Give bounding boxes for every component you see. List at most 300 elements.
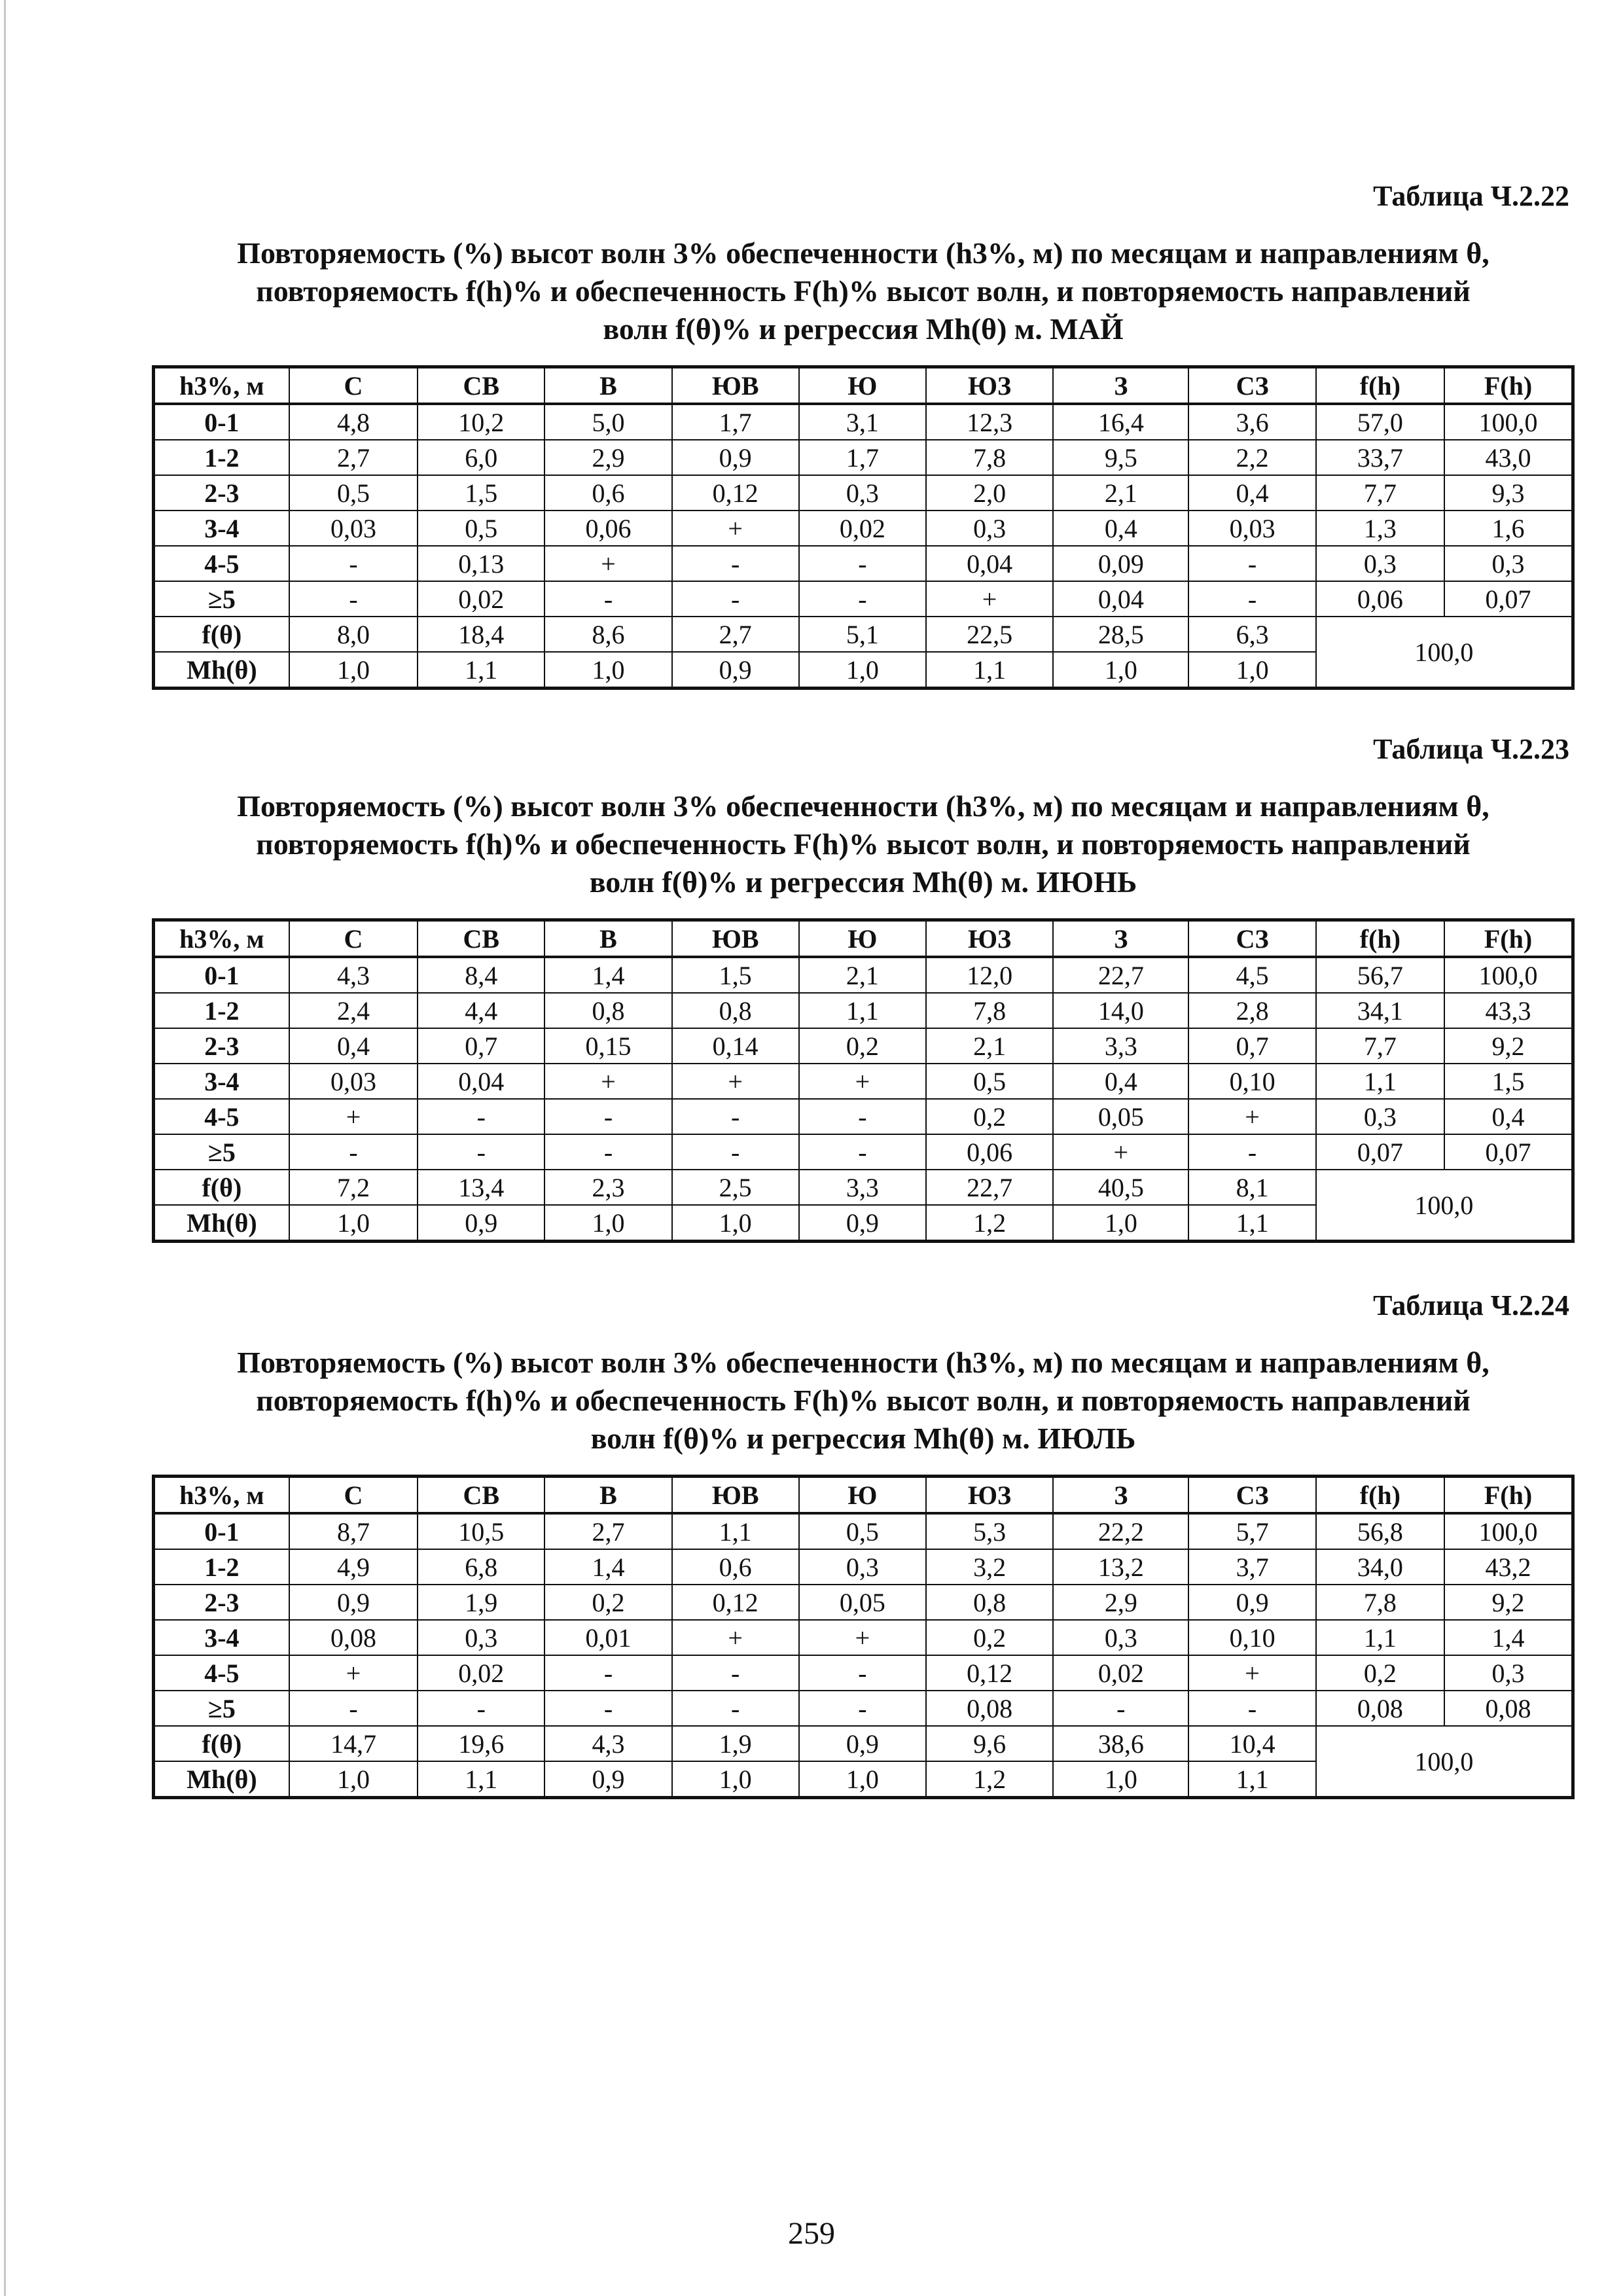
table-cell: +	[799, 1620, 926, 1655]
row-label: 1-2	[154, 440, 289, 475]
table-cell: 1,1	[1188, 1205, 1315, 1242]
table-row	[154, 1170, 1573, 1205]
table-cell: 8,4	[418, 957, 544, 993]
table-cell: +	[544, 546, 671, 581]
table-cell: 0,07	[1316, 1134, 1444, 1170]
column-header: В	[544, 920, 671, 958]
table-cell: 0,9	[289, 1585, 418, 1620]
table-cell: +	[289, 1655, 418, 1691]
table-cell: +	[544, 1064, 671, 1099]
table-cell: 0,2	[544, 1585, 671, 1620]
table-cell: 8,1	[1188, 1170, 1315, 1205]
table-cell: 9,2	[1444, 1028, 1573, 1064]
table-cell: -	[672, 1691, 799, 1726]
table-cell: 2,3	[544, 1170, 671, 1205]
table-cell: -	[799, 581, 926, 617]
row-label: f(θ)	[154, 1170, 289, 1205]
table-cell: -	[1188, 581, 1315, 617]
table-cell: 1,0	[1053, 1761, 1188, 1798]
table-row	[154, 440, 1573, 475]
table-cell: 1,1	[418, 1761, 544, 1798]
table-cell: 0,9	[544, 1761, 671, 1798]
table-cell: -	[672, 1134, 799, 1170]
row-label: 4-5	[154, 1655, 289, 1691]
column-header: С	[289, 920, 418, 958]
table-cell: +	[1188, 1099, 1315, 1134]
table-cell: 0,4	[1053, 511, 1188, 546]
table-cell: 2,9	[1053, 1585, 1188, 1620]
row-label: 4-5	[154, 1099, 289, 1134]
table-cell: 1,5	[418, 475, 544, 511]
table-cell: 40,5	[1053, 1170, 1188, 1205]
table-cell: 43,3	[1444, 993, 1573, 1028]
table-cell: 1,1	[1316, 1064, 1444, 1099]
table-cell: 1,0	[289, 1205, 418, 1242]
table-cell: 34,0	[1316, 1549, 1444, 1585]
table-cell: 1,0	[672, 1761, 799, 1798]
table-cell: -	[544, 1099, 671, 1134]
table-cell: 0,9	[799, 1205, 926, 1242]
table-cell: 1,0	[544, 652, 671, 689]
column-header: F(h)	[1444, 367, 1573, 404]
row-label: Mh(θ)	[154, 1761, 289, 1798]
table-cell: 2,2	[1188, 440, 1315, 475]
table-cell: 0,02	[418, 1655, 544, 1691]
table-cell: 13,4	[418, 1170, 544, 1205]
row-label: 3-4	[154, 511, 289, 546]
caption-line: повторяемость f(h)% и обеспеченность F(h)% высот волн, и повторяемость направлений	[256, 827, 1471, 861]
column-header: Ю	[799, 367, 926, 404]
table-cell: 1,0	[1053, 1205, 1188, 1242]
table-cell: 1,7	[799, 440, 926, 475]
wave-frequency-table	[152, 1475, 1575, 1799]
table-cell: 0,9	[418, 1205, 544, 1242]
table-cell: -	[672, 1655, 799, 1691]
table-cell: 0,05	[799, 1585, 926, 1620]
table-row	[154, 1655, 1573, 1691]
table-row	[154, 404, 1573, 440]
table-cell: -	[799, 1099, 926, 1134]
table-cell: 0,05	[1053, 1099, 1188, 1134]
table-cell: 10,5	[418, 1513, 544, 1549]
table-cell: 1,6	[1444, 511, 1573, 546]
table-cell: 1,0	[672, 1205, 799, 1242]
table-cell: 0,6	[544, 475, 671, 511]
page-edge-shadow	[4, 0, 6, 2296]
table-cell: 0,6	[672, 1549, 799, 1585]
page-number: 259	[788, 2216, 835, 2251]
table-cell: 4,8	[289, 404, 418, 440]
table-cell: 5,3	[926, 1513, 1053, 1549]
caption-line: Повторяемость (%) высот волн 3% обеспеченности (h3%, м) по месяцам и направлениям θ,	[237, 236, 1489, 270]
table-cell: 0,2	[799, 1028, 926, 1064]
column-header: f(h)	[1316, 367, 1444, 404]
table-block	[152, 177, 1575, 690]
table-row	[154, 546, 1573, 581]
column-header: СВ	[418, 920, 544, 958]
table-cell: 57,0	[1316, 404, 1444, 440]
table-cell: 56,7	[1316, 957, 1444, 993]
table-cell: 0,08	[1316, 1691, 1444, 1726]
table-cell: 1,0	[289, 652, 418, 689]
table-cell: 0,5	[289, 475, 418, 511]
table-cell: 0,06	[1316, 581, 1444, 617]
table-cell: 7,2	[289, 1170, 418, 1205]
table-row	[154, 993, 1573, 1028]
table-cell: 1,2	[926, 1761, 1053, 1798]
column-header: СВ	[418, 1477, 544, 1514]
table-cell: 0,2	[1316, 1655, 1444, 1691]
table-cell: 2,7	[672, 617, 799, 652]
row-label: f(θ)	[154, 617, 289, 652]
table-cell: -	[799, 1655, 926, 1691]
table-cell: 0,3	[926, 511, 1053, 546]
table-cell: 10,2	[418, 404, 544, 440]
table-cell: 0,08	[289, 1620, 418, 1655]
table-cell: 28,5	[1053, 617, 1188, 652]
total-cell: 100,0	[1316, 1726, 1573, 1798]
table-cell: 13,2	[1053, 1549, 1188, 1585]
row-label: ≥5	[154, 1691, 289, 1726]
column-header: h3%, м	[154, 1477, 289, 1514]
table-cell: 0,06	[544, 511, 671, 546]
table-cell: 3,7	[1188, 1549, 1315, 1585]
table-cell: 1,9	[672, 1726, 799, 1761]
table-cell: 0,3	[1444, 546, 1573, 581]
column-header: СЗ	[1188, 1477, 1315, 1514]
table-cell: 0,5	[926, 1064, 1053, 1099]
table-cell: -	[418, 1134, 544, 1170]
table-cell: 3,6	[1188, 404, 1315, 440]
table-cell: 0,9	[1188, 1585, 1315, 1620]
table-cell: 2,0	[926, 475, 1053, 511]
table-cell: 0,4	[289, 1028, 418, 1064]
table-cell: 0,4	[1053, 1064, 1188, 1099]
total-cell: 100,0	[1316, 1170, 1573, 1242]
table-cell: 1,3	[1316, 511, 1444, 546]
table-cell: 2,1	[799, 957, 926, 993]
table-cell: 12,0	[926, 957, 1053, 993]
caption-line: повторяемость f(h)% и обеспеченность F(h)% высот волн, и повторяемость направлений	[256, 1384, 1471, 1417]
column-header: ЮЗ	[926, 920, 1053, 958]
table-cell: 14,0	[1053, 993, 1188, 1028]
table-cell: 0,3	[1053, 1620, 1188, 1655]
row-label: Mh(θ)	[154, 1205, 289, 1242]
table-cell: 22,5	[926, 617, 1053, 652]
table-cell: 0,04	[926, 546, 1053, 581]
table-cell: 1,1	[799, 993, 926, 1028]
column-header: З	[1053, 920, 1188, 958]
table-cell: 2,4	[289, 993, 418, 1028]
table-cell: 4,3	[289, 957, 418, 993]
table-cell: 0,4	[1444, 1099, 1573, 1134]
table-cell: 0,04	[418, 1064, 544, 1099]
table-row	[154, 511, 1573, 546]
column-header: ЮВ	[672, 1477, 799, 1514]
table-cell: 9,6	[926, 1726, 1053, 1761]
table-header-row	[154, 1477, 1573, 1514]
table-cell: -	[544, 1655, 671, 1691]
row-label: 3-4	[154, 1620, 289, 1655]
table-row	[154, 1099, 1573, 1134]
table-row	[154, 1549, 1573, 1585]
table-cell: +	[1188, 1655, 1315, 1691]
table-cell: 0,9	[672, 652, 799, 689]
table-cell: 1,0	[1053, 652, 1188, 689]
column-header: F(h)	[1444, 920, 1573, 958]
table-cell: 8,7	[289, 1513, 418, 1549]
table-cell: -	[544, 1134, 671, 1170]
table-cell: 2,1	[926, 1028, 1053, 1064]
table-cell: 1,5	[672, 957, 799, 993]
table-cell: +	[672, 1620, 799, 1655]
table-cell: +	[799, 1064, 926, 1099]
table-cell: 0,04	[1053, 581, 1188, 617]
row-label: f(θ)	[154, 1726, 289, 1761]
table-cell: 8,6	[544, 617, 671, 652]
caption-line: волн f(θ)% и регрессия Mh(θ) м. МАЙ	[603, 312, 1124, 346]
row-label: 4-5	[154, 546, 289, 581]
table-cell: 18,4	[418, 617, 544, 652]
table-cell: 0,12	[672, 1585, 799, 1620]
table-cell: 1,0	[799, 1761, 926, 1798]
table-cell: -	[799, 1134, 926, 1170]
table-caption	[152, 234, 1575, 348]
table-cell: 100,0	[1444, 404, 1573, 440]
table-cell: 0,9	[672, 440, 799, 475]
table-cell: 0,12	[672, 475, 799, 511]
column-header: F(h)	[1444, 1477, 1573, 1514]
table-cell: -	[1188, 1134, 1315, 1170]
wave-frequency-table	[152, 365, 1575, 690]
table-cell: 0,08	[1444, 1691, 1573, 1726]
row-label: 0-1	[154, 957, 289, 993]
table-cell: -	[289, 1691, 418, 1726]
table-cell: 0,15	[544, 1028, 671, 1064]
table-cell: 9,3	[1444, 475, 1573, 511]
caption-line: Повторяемость (%) высот волн 3% обеспеченности (h3%, м) по месяцам и направлениям θ,	[237, 789, 1489, 823]
table-cell: 0,10	[1188, 1064, 1315, 1099]
wave-frequency-table	[152, 918, 1575, 1243]
table-cell: 1,0	[289, 1761, 418, 1798]
table-cell: 2,1	[1053, 475, 1188, 511]
table-header-row	[154, 367, 1573, 404]
column-header: Ю	[799, 1477, 926, 1514]
table-cell: 0,9	[799, 1726, 926, 1761]
table-row	[154, 1691, 1573, 1726]
table-cell: 0,8	[926, 1585, 1053, 1620]
column-header: СЗ	[1188, 367, 1315, 404]
column-header: СЗ	[1188, 920, 1315, 958]
table-cell: 0,3	[799, 475, 926, 511]
table-caption	[152, 787, 1575, 901]
table-cell: 0,14	[672, 1028, 799, 1064]
table-cell: 0,5	[799, 1513, 926, 1549]
table-cell: 6,3	[1188, 617, 1315, 652]
table-cell: 5,0	[544, 404, 671, 440]
row-label: 2-3	[154, 475, 289, 511]
table-cell: -	[418, 1099, 544, 1134]
table-cell: 1,7	[672, 404, 799, 440]
table-cell: 1,1	[1316, 1620, 1444, 1655]
table-cell: 1,0	[1188, 652, 1315, 689]
caption-line: волн f(θ)% и регрессия Mh(θ) м. ИЮНЬ	[589, 865, 1137, 899]
table-cell: 22,7	[1053, 957, 1188, 993]
table-row	[154, 1726, 1573, 1761]
table-cell: 1,1	[418, 652, 544, 689]
table-cell: 0,12	[926, 1655, 1053, 1691]
table-cell: 2,9	[544, 440, 671, 475]
caption-line: Повторяемость (%) высот волн 3% обеспеченности (h3%, м) по месяцам и направлениям θ,	[237, 1346, 1489, 1379]
table-number: Таблица Ч.2.22	[1373, 180, 1569, 212]
table-cell: 10,4	[1188, 1726, 1315, 1761]
table-cell: 100,0	[1444, 1513, 1573, 1549]
table-cell: 4,5	[1188, 957, 1315, 993]
table-cell: -	[672, 1099, 799, 1134]
table-cell: 1,9	[418, 1585, 544, 1620]
table-cell: +	[289, 1099, 418, 1134]
table-cell: 9,5	[1053, 440, 1188, 475]
table-cell: 33,7	[1316, 440, 1444, 475]
table-cell: 0,3	[1316, 546, 1444, 581]
table-cell: 2,8	[1188, 993, 1315, 1028]
table-cell: 0,02	[799, 511, 926, 546]
table-block	[152, 1286, 1575, 1799]
table-cell: 0,08	[926, 1691, 1053, 1726]
table-cell: 1,1	[1188, 1761, 1315, 1798]
table-cell: 0,10	[1188, 1620, 1315, 1655]
table-cell: 38,6	[1053, 1726, 1188, 1761]
table-cell: 43,0	[1444, 440, 1573, 475]
table-cell: 1,4	[1444, 1620, 1573, 1655]
column-header: В	[544, 1477, 671, 1514]
table-cell: 6,0	[418, 440, 544, 475]
table-cell: 9,2	[1444, 1585, 1573, 1620]
table-cell: 22,2	[1053, 1513, 1188, 1549]
column-header: ЮВ	[672, 920, 799, 958]
table-cell: 0,5	[418, 511, 544, 546]
column-header: СВ	[418, 367, 544, 404]
caption-line: волн f(θ)% и регрессия Mh(θ) м. ИЮЛЬ	[590, 1422, 1136, 1455]
column-header: f(h)	[1316, 1477, 1444, 1514]
column-header: Ю	[799, 920, 926, 958]
caption-line: повторяемость f(h)% и обеспеченность F(h)% высот волн, и повторяемость направлений	[256, 274, 1471, 308]
table-cell: 1,0	[799, 652, 926, 689]
table-cell: 0,07	[1444, 1134, 1573, 1170]
table-cell: -	[544, 581, 671, 617]
table-number: Таблица Ч.2.23	[1373, 733, 1569, 765]
table-cell: 22,7	[926, 1170, 1053, 1205]
table-cell: 7,7	[1316, 1028, 1444, 1064]
table-row	[154, 1513, 1573, 1549]
table-cell: 43,2	[1444, 1549, 1573, 1585]
table-cell: 56,8	[1316, 1513, 1444, 1549]
table-cell: 34,1	[1316, 993, 1444, 1028]
table-cell: +	[926, 581, 1053, 617]
table-cell: 0,7	[418, 1028, 544, 1064]
table-cell: 1,5	[1444, 1064, 1573, 1099]
table-cell: -	[289, 581, 418, 617]
table-cell: 16,4	[1053, 404, 1188, 440]
table-cell: +	[1053, 1134, 1188, 1170]
table-cell: 0,3	[1444, 1655, 1573, 1691]
table-row	[154, 957, 1573, 993]
table-number: Таблица Ч.2.24	[1373, 1289, 1569, 1321]
column-header: ЮЗ	[926, 1477, 1053, 1514]
table-cell: 1,0	[544, 1205, 671, 1242]
table-cell: 14,7	[289, 1726, 418, 1761]
table-row	[154, 1064, 1573, 1099]
column-header: З	[1053, 367, 1188, 404]
row-label: 1-2	[154, 1549, 289, 1585]
table-cell: -	[544, 1691, 671, 1726]
table-cell: -	[289, 1134, 418, 1170]
table-row	[154, 1585, 1573, 1620]
column-header: ЮВ	[672, 367, 799, 404]
table-header-row	[154, 920, 1573, 958]
table-row	[154, 1620, 1573, 1655]
table-cell: 0,8	[672, 993, 799, 1028]
table-cell: -	[1053, 1691, 1188, 1726]
table-cell: 0,03	[1188, 511, 1315, 546]
table-cell: -	[672, 581, 799, 617]
table-cell: 4,4	[418, 993, 544, 1028]
column-header: С	[289, 367, 418, 404]
table-cell: 12,3	[926, 404, 1053, 440]
table-cell: 0,2	[926, 1620, 1053, 1655]
table-cell: 0,02	[1053, 1655, 1188, 1691]
row-label: ≥5	[154, 581, 289, 617]
table-cell: 0,3	[1316, 1099, 1444, 1134]
table-cell: 0,3	[418, 1620, 544, 1655]
table-cell: 4,3	[544, 1726, 671, 1761]
row-label: ≥5	[154, 1134, 289, 1170]
table-cell: 0,03	[289, 511, 418, 546]
table-cell: 1,4	[544, 957, 671, 993]
table-cell: 0,4	[1188, 475, 1315, 511]
column-header: В	[544, 367, 671, 404]
table-cell: 0,3	[799, 1549, 926, 1585]
row-label: Mh(θ)	[154, 652, 289, 689]
table-cell: 0,2	[926, 1099, 1053, 1134]
table-row	[154, 475, 1573, 511]
table-cell: 1,1	[672, 1513, 799, 1549]
column-header: С	[289, 1477, 418, 1514]
table-caption	[152, 1344, 1575, 1458]
column-header: З	[1053, 1477, 1188, 1514]
table-cell: 0,01	[544, 1620, 671, 1655]
row-label: 1-2	[154, 993, 289, 1028]
table-cell: 1,2	[926, 1205, 1053, 1242]
table-cell: 3,3	[1053, 1028, 1188, 1064]
table-cell: -	[799, 546, 926, 581]
table-cell: 5,1	[799, 617, 926, 652]
table-cell: -	[418, 1691, 544, 1726]
table-cell: 0,02	[418, 581, 544, 617]
table-cell: 0,06	[926, 1134, 1053, 1170]
table-cell: 100,0	[1444, 957, 1573, 993]
table-cell: 2,5	[672, 1170, 799, 1205]
table-cell: 8,0	[289, 617, 418, 652]
row-label: 3-4	[154, 1064, 289, 1099]
table-row	[154, 581, 1573, 617]
table-cell: 0,13	[418, 546, 544, 581]
row-label: 2-3	[154, 1585, 289, 1620]
table-cell: 2,7	[289, 440, 418, 475]
table-cell: 5,7	[1188, 1513, 1315, 1549]
table-cell: -	[289, 546, 418, 581]
table-cell: 6,8	[418, 1549, 544, 1585]
